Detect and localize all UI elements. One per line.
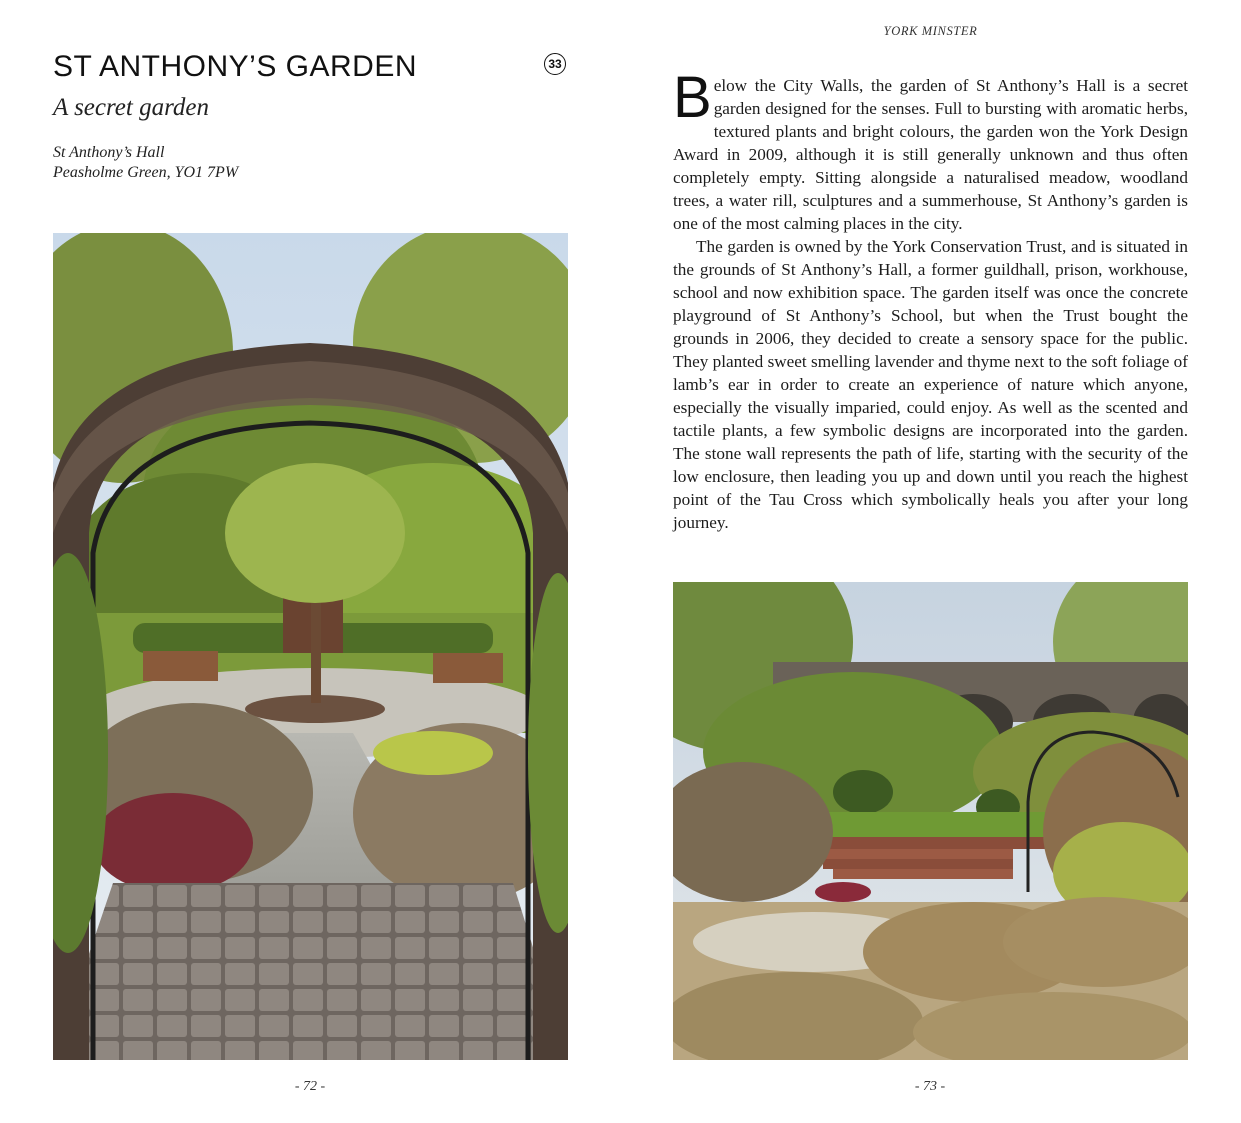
right-page: [620, 0, 1241, 1123]
garden-arch-illustration: [53, 233, 568, 1060]
drop-cap: B: [673, 65, 712, 130]
address-line-1: St Anthony’s Hall: [53, 144, 165, 161]
entry-number-badge: 33: [544, 53, 566, 75]
folio-left: - 72 -: [294, 1079, 326, 1094]
folio-right: - 73 -: [914, 1079, 946, 1094]
garden-arch-photo: [53, 233, 568, 1060]
sunken-garden-illustration: [673, 582, 1188, 1060]
running-head-text: YORK MINSTER: [883, 24, 978, 38]
paragraph-2: The garden is owned by the York Conservation Trust, and is situated in the grounds of St Anthony’s Hall, a former guildhall, prison, workhouse, school and now exhibition space. The garden itself was once the concrete playground of St Anthony’s School, but when the Trust bought the grounds in 2006, they decided to create a sensory space for the public. They planted sweet smelling lavender and thyme next to the soft foliage of lamb’s ear in order to create an experience of nature which anyone, especially the visually imparied, could enjoy. As well as the scented and tactile plants, a few symbolic designs are incorporated into the garden. The stone wall represents the path of life, starting with the security of the low enclosure, then leading you up and down until you reach the highest point of the Tau Cross which symbolically heals you after your long journey.: [673, 237, 1188, 532]
paragraph-1: [673, 65, 1188, 235]
left-page: [0, 0, 620, 1123]
address-line-2: Peasholme Green, YO1 7PW: [53, 164, 239, 181]
page-title: ST ANTHONY’S GARDEN: [53, 50, 418, 83]
body-text: [673, 65, 1188, 534]
sunken-garden-photo: [673, 582, 1188, 1060]
paragraph-1-text: elow the City Walls, the garden of St Anthony’s Hall is a secret garden designed for the senses. Full to bursting with aromatic herbs, textured plants and bright colours, the garden won the York Design Award in 2009, although it is still generally unknown and thus often completely empty. Sitting alongside a naturalised meadow, woodland trees, a water rill, sculptures and a summerhouse, St Anthony’s garden is one of the most calming places in the city.: [673, 76, 1188, 233]
page-subtitle: A secret garden: [53, 94, 209, 121]
address-block: [53, 143, 238, 183]
running-head: [620, 24, 1241, 39]
